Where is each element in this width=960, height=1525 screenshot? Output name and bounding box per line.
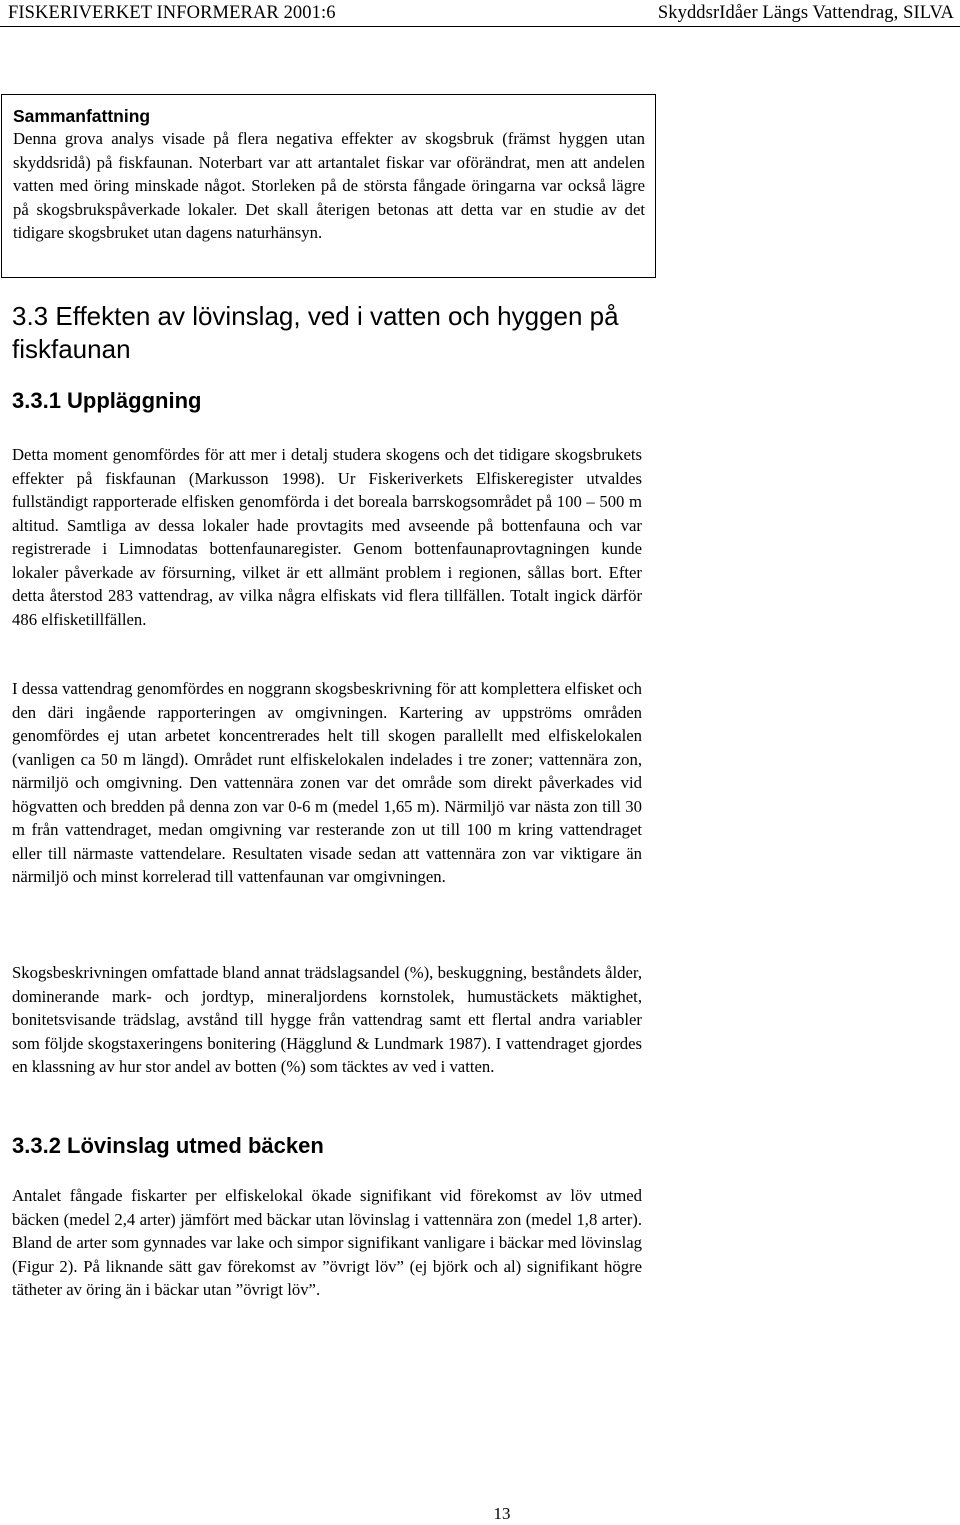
summary-title: Sammanfattning	[13, 106, 151, 126]
header-rule	[0, 26, 960, 27]
page-number: 13	[493, 1504, 511, 1523]
subsection-heading-upplaggning: 3.3.1 Uppläggning	[12, 388, 202, 413]
paragraph-upplaggning-3: Skogsbeskrivningen omfattade bland annat trädslagsandel (%), beskuggning, beståndets ålder, dominerande mark- och jordtyp, mineraljordens kornstolek, humustäckets mäktighet, bonitetsvisande trädslag, avstånd till hygge från vattendrag samt ett flertal andra variabler som följde skogstaxeringens bonitering (Hägglund & Lundmark 1987). I vattendraget gjordes en klassning av hur stor andel av botten (%) som täcktes av ved i vatten.	[12, 963, 642, 1076]
paragraph-upplaggning-1: Detta moment genomfördes för att mer i detalj studera skogens och det tidigare skogsbrukets effekter på fiskfaunan (Markusson 1998). Ur Fiskeriverkets Elfiskeregister utvaldes fullständigt rapporterade elfisken genomförda i det boreala barrskogsområdet på 100 – 500 m altitud. Samtliga av dessa lokaler hade provtagits med avseende på bottenfauna och var registrerade i Limnodatas bottenfaunaregister. Genom bottenfaunaprovtagningen kunde lokaler påverkade av försurning, vilket är ett allmänt problem i regionen, sållas bort. Efter detta återstod 283 vattendrag, av vilka några elfiskats vid flera tillfällen. Totalt ingick därför 486 elfisketillfällen.	[12, 445, 642, 629]
section-heading: 3.3 Effekten av lövinslag, ved i vatten och hyggen på fiskfaunan	[12, 301, 619, 364]
paragraph-upplaggning-2: I dessa vattendrag genomfördes en noggrann skogsbeskrivning för att komplettera elfisket och den däri ingående rapporteringen av omgivningen. Kartering av uppströms områden genomfördes ej utan arbetet koncentrerades helt till skogen parallellt med elfiskelokalen (vanligen ca 50 m längd). Området runt elfiskelokalen indelades i tre zoner; vattennära zon, närmiljö och omgivning. Den vattennära zonen var det område som direkt påverkades vid högvatten och bredden på denna zon var 0-6 m (medel 1,65 m). Närmiljö var nästa zon till 30 m från vattendraget, medan omgivning var resterande zon ut till 100 m kring vattendraget eller till närmaste vattendelare. Resultaten visade sedan att vattennära zon var viktigare än närmiljö och minst korrelerad till vattenfaunan var omgivningen.	[12, 679, 642, 886]
summary-text: Denna grova analys visade på flera negativa effekter av skogsbruk (främst hyggen utan skyddsridå) på fiskfaunan. Noterbart var att artantalet fiskar var oförändrat, men att andelen vatten med öring minskade något. Storleken på de största fångade öringarna var också lägre på skogsbrukspåverkade lokaler. Det skall återigen betonas att detta var en studie av det tidigare skogsbruket utan dagens naturhänsyn.	[13, 129, 645, 243]
subsection-heading-lovinslag: 3.3.2 Lövinslag utmed bäcken	[12, 1133, 324, 1158]
header-publication: FISKERIVERKET INFORMERAR 2001:6	[8, 3, 336, 23]
page-header	[0, 0, 960, 26]
header-report-title: SkyddsrIdåer Längs Vattendrag, SILVA	[657, 3, 954, 23]
summary-box	[1, 94, 656, 278]
paragraph-lovinslag-1: Antalet fångade fiskarter per elfiskelokal ökade signifikant vid förekomst av löv utmed bäcken (medel 2,4 arter) jämfört med bäckar utan lövinslag i vattennära zon (medel 1,8 arter). Bland de arter som gynnades var lake och simpor signifikant vanligare i bäckar med lövinslag (Figur 2). På liknande sätt gav förekomst av ”övrigt löv” (ej björk och al) signifikant högre tätheter av öring än i bäckar utan ”övrigt löv”.	[12, 1186, 642, 1299]
